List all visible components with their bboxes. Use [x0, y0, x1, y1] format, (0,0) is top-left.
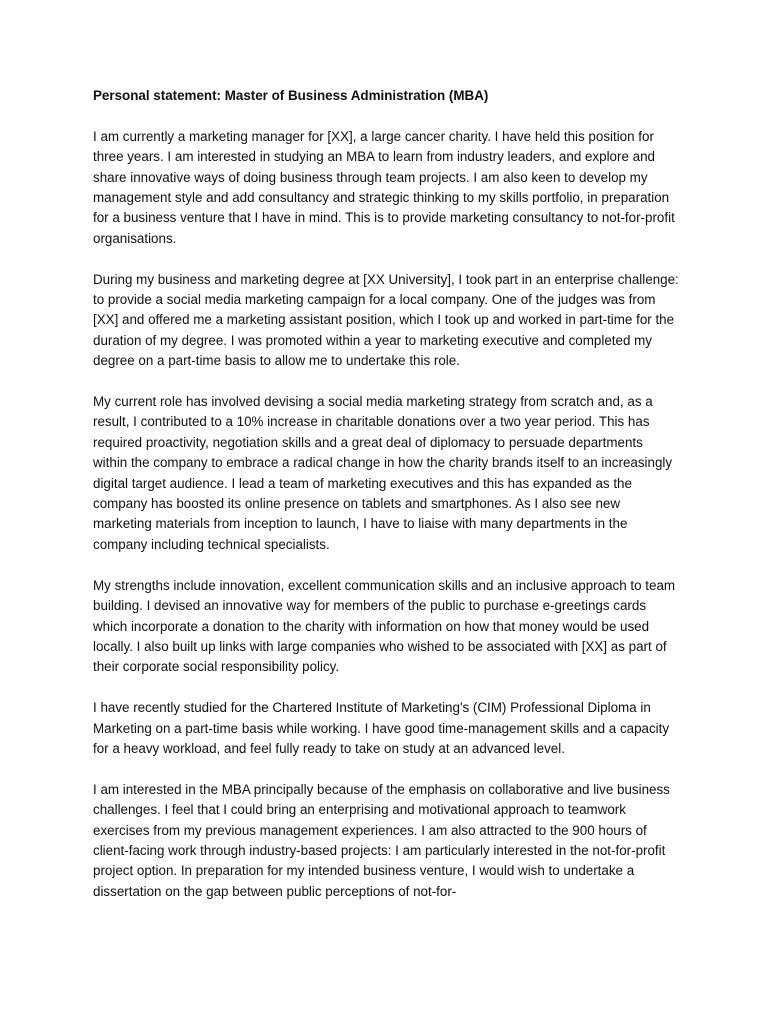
document-title: Personal statement: Master of Business Administration (MBA)	[93, 88, 489, 103]
paragraph-current-role-details: My current role has involved devising a social media marketing strategy from scratch and, as a result, I contributed to a 10% increase in charitable donations over a two year period. This has required proactivity, negotiation skills and a great deal of diplomacy to persuade departments within the company to embrace a radical change in how the charity brands itself to an increasingly digital target audience. I lead a team of marketing executives and this has expanded as the company has boosted its online presence on tablets and smartphones. As I also see new marketing materials from inception to launch, I have to liaise with many departments in the company including technical specialists.	[93, 394, 673, 552]
paragraph-current-role-intro: I am currently a marketing manager for [XX], a large cancer charity. I have held this position for three years. I am interested in studying an MBA to learn from industry leaders, and explore and share innovative ways of doing business through team projects. I am also keen to develop my management style and add consultancy and strategic thinking to my skills portfolio, in preparation for a business venture that I have in mind. This is to provide marketing consultancy to not-for-profit organisations.	[93, 128, 675, 246]
paragraph-degree-background: During my business and marketing degree at [XX University], I took part in an enterprise challenge: to provide a social media marketing campaign for a local company. One of the judges was from [XX] and offered me a marketing assistant position, which I took up and worked in part-time for the duration of my degree. I was promoted within a year to marketing executive and completed my degree on a part-time basis to allow me to undertake this role.	[93, 271, 679, 369]
paragraph-strengths: My strengths include innovation, excellent communication skills and an inclusive approach to team building. I devised an innovative way for members of the public to purchase e-greetings cards which incorporate a donation to the charity with information on how that money would be used locally. I also built up links with large companies who wished to be associated with [XX] as part of their corporate social responsibility policy.	[93, 577, 676, 675]
paragraph-cim-diploma: I have recently studied for the Chartered Institute of Marketing's (CIM) Professional Diploma in Marketing on a part-time basis while working. I have good time-management skills and a capacity for a heavy workload, and feel fully ready to take on study at an advanced level.	[93, 700, 670, 756]
paragraph-mba-interest: I am interested in the MBA principally because of the emphasis on collaborative and live business challenges. I feel that I could bring an enterprising and motivational approach to teamwork exercises from my previous management experiences. I am also attracted to the 900 hours of client-facing work through industry-based projects: I am particularly interested in the not-for-profit project option. In preparation for my intended business venture, I would wish to undertake a dissertation on the gap between public perceptions of not-for-	[93, 781, 670, 899]
